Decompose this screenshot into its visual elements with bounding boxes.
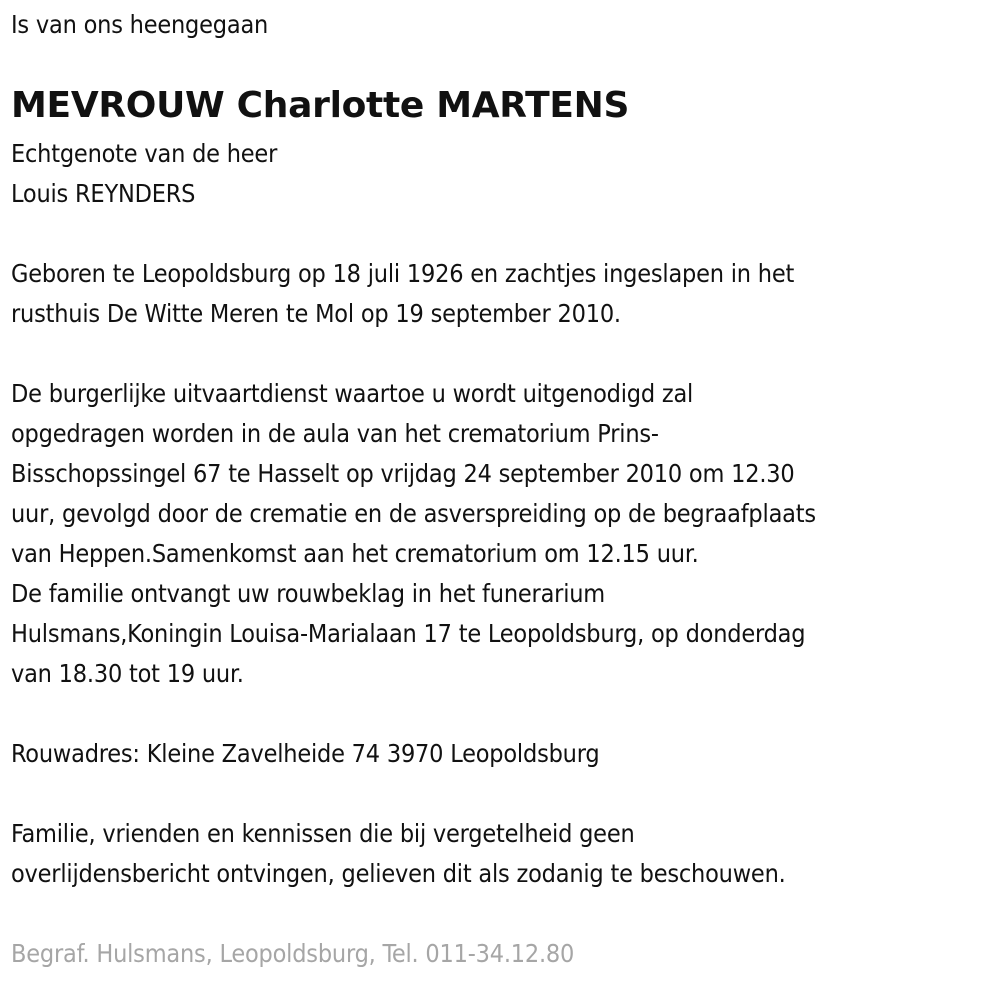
paragraph-line: van 18.30 tot 19 uur. bbox=[11, 659, 244, 688]
mourning-address bbox=[11, 734, 599, 774]
spouse-line: Echtgenote van de heer bbox=[11, 139, 278, 168]
paragraph-line: Familie, vrienden en kennissen die bij vergetelheid geen bbox=[11, 819, 635, 848]
paragraph-line: Hulsmans,Koningin Louisa-Marialaan 17 te Leopoldsburg, op donderdag bbox=[11, 619, 806, 648]
notice-note-paragraph bbox=[11, 814, 786, 894]
intro-text: Is van ons heengegaan bbox=[11, 10, 269, 39]
paragraph-line: uur, gevolgd door de crematie en de asverspreiding op de begraafplaats bbox=[11, 499, 816, 528]
address-line: Rouwadres: Kleine Zavelheide 74 3970 Leopoldsburg bbox=[11, 739, 600, 768]
funeral-home-footer: Begraf. Hulsmans, Leopoldsburg, Tel. 011-34.12.80 bbox=[11, 939, 575, 968]
spouse-name: Louis REYNDERS bbox=[11, 179, 196, 208]
paragraph-line: De burgerlijke uitvaartdienst waartoe u wordt uitgenodigd zal bbox=[11, 379, 694, 408]
paragraph-line: van Heppen.Samenkomst aan het crematorium om 12.15 uur. bbox=[11, 539, 699, 568]
birth-death-paragraph bbox=[11, 254, 794, 334]
paragraph-line: overlijdensbericht ontvingen, gelieven dit als zodanig te beschouwen. bbox=[11, 859, 786, 888]
ceremony-paragraph bbox=[11, 374, 816, 694]
deceased-name: MEVROUW Charlotte MARTENS bbox=[11, 85, 630, 126]
spouse-block bbox=[11, 134, 277, 214]
paragraph-line: Geboren te Leopoldsburg op 18 juli 1926 en zachtjes ingeslapen in het bbox=[11, 259, 795, 288]
paragraph-line: opgedragen worden in de aula van het crematorium Prins- bbox=[11, 419, 659, 448]
paragraph-line: Bisschopssingel 67 te Hasselt op vrijdag 24 september 2010 om 12.30 bbox=[11, 459, 795, 488]
paragraph-line: De familie ontvangt uw rouwbeklag in het funerarium bbox=[11, 579, 606, 608]
paragraph-line: rusthuis De Witte Meren te Mol op 19 september 2010. bbox=[11, 299, 621, 328]
